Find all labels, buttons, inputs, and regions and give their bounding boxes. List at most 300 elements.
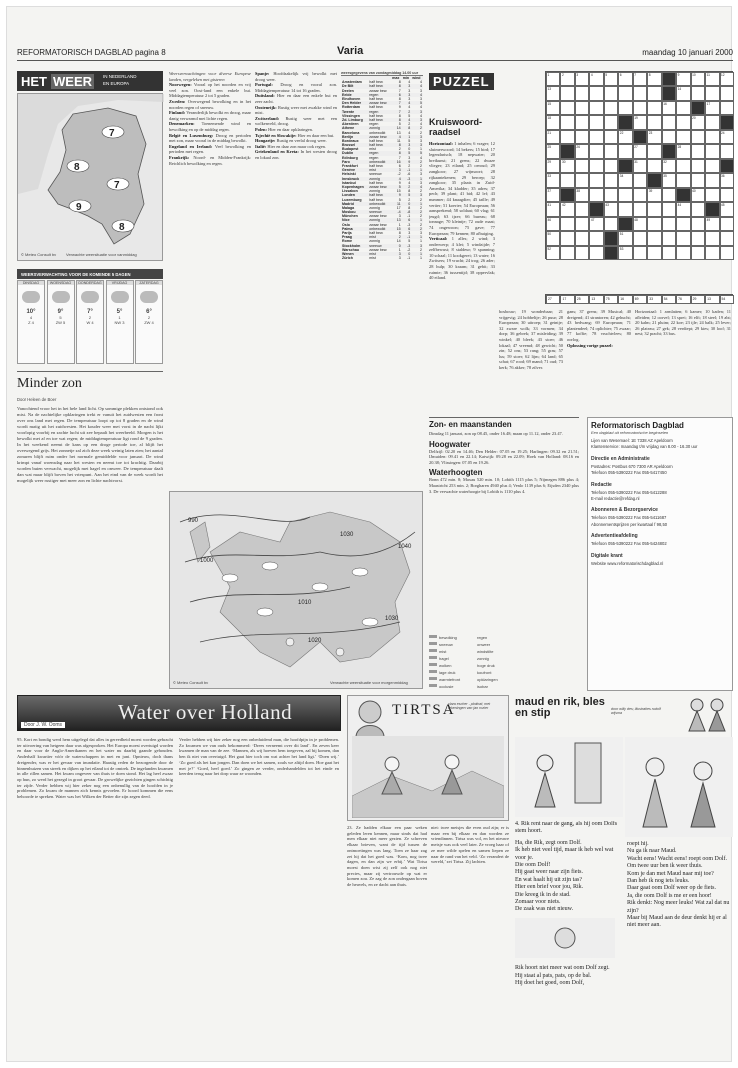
table-row: Innsbruck zonnig 4 -3 1: [342, 176, 422, 181]
crossword-cell: [691, 159, 705, 173]
cell-number: 1: [547, 73, 550, 77]
crossword-cell: [604, 159, 618, 173]
crossword-cell: [546, 173, 560, 187]
crossword-cell: [705, 72, 719, 86]
cell-number: 7: [634, 73, 637, 77]
table-row: Den Helder zwaar bew. 7 4 5: [342, 101, 422, 106]
svg-text:1020: 1020: [308, 638, 322, 644]
crossword-cell: [720, 130, 734, 144]
crossword-cell: [691, 202, 705, 216]
forecast-days: [17, 280, 163, 364]
crossword-cell: [575, 217, 589, 231]
crossword-cell: [662, 202, 676, 216]
table-row: Moskou sneeuw -4 -8 2: [342, 210, 422, 215]
poem-line: Maar bij Maud aan de deur denkt hij er al niet meer aan.: [627, 915, 727, 929]
crossword-cell: [604, 246, 618, 260]
table-row: Deelen zwaar bew. 7 3 3: [342, 88, 422, 93]
table-row: Oslo zwaar bew. 1 -3 2: [342, 222, 422, 227]
crossword-cell: [604, 72, 618, 86]
colophon-line: Klantenservice: maandag t/m vrijdag van 8.00 - 16.30 uur: [591, 444, 698, 450]
svg-text:8: 8: [119, 222, 125, 233]
cell-number: 46: [547, 217, 552, 222]
table-row: Helsinki sneeuw -2 -6 3: [342, 172, 422, 177]
table-row: Budapest mist 2 0 1: [342, 147, 422, 152]
cell-number: 39: [648, 188, 653, 193]
crossword-cell: [705, 159, 719, 173]
crossword-cell: [560, 144, 574, 158]
crossword-cell: [575, 144, 589, 158]
svg-text:7: 7: [109, 128, 115, 139]
poem-line: En wat haalt hij uit zijn tas?: [515, 876, 582, 883]
crossword-cell: [560, 130, 574, 144]
cell-number: 16: [663, 101, 667, 106]
forecast-day: WOENSDAG 9° 5 ZW 5: [47, 280, 75, 364]
europe-weather-map: 990 1000 1010 1020 1030 1040 1030 © Meteo Consult bv Verwachte weersituatie voor morgenmiddag: [169, 491, 423, 689]
crossword-cell: [676, 72, 690, 86]
table-row: Eindhoven half bew. 8 3 3: [342, 97, 422, 102]
poem-line: Ha, die Rik, zegt oom Dolf.: [515, 839, 582, 846]
legend-symbols: [429, 635, 437, 689]
crossword-cell: [546, 246, 560, 260]
crossword-cell: [575, 130, 589, 144]
crossword-cell: [691, 72, 705, 86]
crossword-cell: [676, 217, 690, 231]
crossword-cell: [662, 159, 676, 173]
table-row: Brussel half bew. 8 3 3: [342, 143, 422, 148]
code-cell: 17: [560, 295, 574, 304]
poem-line: Om twee uur ben ik weer thuis.: [627, 863, 703, 870]
cell-number: 24: [721, 130, 725, 135]
maud-text-col1: 4. Rik rent naar de gang, als hij oom Dolfs stem hoort. Ha, die Rik, zegt oom Dolf. Ik heb niet veel tijd, maar ik heb wel wat voor je. Die oom Dolf! Hij gaat weer naar zijn fiets. En wat haalt hij uit zijn tas? Hier een brief voor jou, Rik. Die kreeg ik in de stad. Zomaar voor niets. De zaak was niet nieuw. Rik hoort niet meer wat oom Dolf zegt. Hij staat al pats, pats, op de bal. Hij doet het goed, oom Dolf,: [515, 821, 623, 1063]
water-body-col2: Verder hebben wij hier zeker nog een onbeduidend man, die hoofdpijn in je problemen. Zo kwamen we van ouds bekommerd: ‘Drees verneemt over dit land’. En zeven keer kwamen de man van de zee. ‘Mannen, als wij hoeven hem toegeven, zal bij komen, dan ben ik niet van overtuigd. Het gaat hier toch om wat achter het land ligt.’ ‘Doen wij.’ ‘Zo goed als het kan jongen. Dan doen we het samen, zoals we altijd doen. Hoe gaat het met je?’ ‘Goed, heel goed.’ Zo gingen ze verder, onderhandelden tot het einde en keerden terug naar het dorp waar ze woonden.: [179, 737, 339, 777]
cell-number: 25: [547, 145, 552, 150]
crossword-cell: [560, 173, 574, 187]
cell-number: 30: [561, 159, 566, 164]
cell-number: 2: [561, 73, 564, 77]
maud-small-illustration: [515, 918, 615, 958]
crossword-cell: [618, 101, 632, 115]
puzzle-clues-col2: bosbouw; 19 wonderbaar; 21 vrijgevig; 24 hobbeltje; 26 puur; 28 Europeaan; 30 uitroep; 31 geintje; 32 zware wolk; 33 vormen; 34 dorp; 36 gebrek; 37 misleiding; 39 winkel; 40 bleek; 43 stoer; 46 lokaal; 47 vreemd; 48 gewicht; 50 zin; 52 ons; 53 rang; 55 gras; 57 lus; 59 stoer; 62 lijm; 64 land; 65 schat; 67 rood; 69 mand; 71 oud; 73 kerk; 76 akker; 78 zilver.: [499, 309, 563, 370]
code-cell: 54: [720, 295, 734, 304]
cell-number: 53: [619, 246, 624, 251]
colophon-line: E-mail redactie@refdag.nl: [591, 496, 640, 502]
crossword-cell: [560, 86, 574, 100]
crossword-cell: [676, 188, 690, 202]
weather-data-table: [341, 76, 423, 260]
crossword-cell: [647, 144, 661, 158]
crossword-cell: [662, 115, 676, 129]
cell-number: 9: [677, 73, 680, 77]
crossword-cell: [589, 72, 603, 86]
crossword-cell: [720, 246, 734, 260]
section-title: Varia: [337, 45, 364, 57]
colophon: Reformatorisch Dagblad Een dagblad uit reformatorische beginselen Lijen van Wesemael: 1E 7338 AZ Apeldoorn Klantenservice: maandag t/m vrijdag van 8.00 - 16.30 uur Directie en Administratie Postadres: Postbus 670 7300 AR Apeldoorn Telefoon 055-5390222 Fax 055-5417450 Redactie Telefoon 055-5390222 Fax 055-5412288 E-mail redactie@refdag.nl Abonneren & Bezorgservice Telefoon 055-5390222 Fax 055-5411687 Abonnementsprijzen per kwartaal f 98,50 Advertentieafdeling Telefoon 055-5390222 Fax 055-5424802 Digitale krant Website www.reformatorischdagblad.nl: [587, 417, 733, 691]
crossword-cell: [662, 72, 676, 86]
code-cell: 25: [575, 295, 589, 304]
table-row: Londen half bew. 9 5 3: [342, 193, 422, 198]
crossword-cell: [633, 101, 647, 115]
svg-text:7: 7: [114, 180, 120, 191]
tirtsa-portrait-icon: [350, 696, 390, 736]
crossword-cell: [589, 144, 603, 158]
crossword-cell: [546, 217, 560, 231]
crossword-cell: [676, 202, 690, 216]
crossword-cell: [647, 130, 661, 144]
tirtsa-body-col1: 23. Ze hadden elkaar een paar weken geleden leren kennen, maar sinds dat had men elkaar niet meer gezien. Ze schreven elkaar brieven, want de tijd tussen de ontmoetingen was lang. Toen ze haar zag zei hij dat het goed was. ‘Kom, nog twee dagen, en dan zijn we erbij.’ Wat Tirtsa moest doen wist zij zelf ook nog niet precies, maar zij vertrouwde op wat er komen zou. Ze zag de zon ondergaan boven de heuvels, en ze dacht aan thuis.: [347, 825, 427, 888]
crossword-cell: [560, 217, 574, 231]
colophon-line: Lijen van Wesemael: 1E 7338 AZ Apeldoorn: [591, 438, 673, 443]
cell-number: 12: [721, 73, 725, 77]
cell-number: 29: [547, 159, 552, 164]
water-banner: Water over Holland Door J. W. Ooms: [17, 695, 341, 731]
crossword-cell: [604, 202, 618, 216]
crossword-cell: [618, 202, 632, 216]
crossword-cell: [575, 159, 589, 173]
puzzle-clues-col3: gans; 37 grens; 39 Musical; 40 dreigend; 41 strantoren; 42 gehucht; 43 bedwang; 69 Europeaan; 71 plantendeel; 74 oplichter; 75 zwaar; 77 koffie; 78 vruchtvlees; 80 oorlog. Oplossing vorige puzzel:: [567, 309, 631, 348]
cell-number: 33: [547, 174, 552, 179]
cell-number: 20: [692, 116, 696, 121]
maud-poem1: [515, 840, 623, 914]
cell-number: 45: [721, 203, 725, 208]
crossword-cell: [546, 159, 560, 173]
crossword-grid: [545, 71, 733, 259]
puzzle-banner: PUZZEL: [429, 71, 541, 91]
crossword-cell: [589, 159, 603, 173]
table-row: Vlissingen half bew. 8 5 4: [342, 113, 422, 118]
cloud-icon: [22, 291, 40, 303]
colophon-line: Advertentieafdeling: [591, 533, 638, 540]
svg-text:1030: 1030: [340, 532, 354, 538]
crossword-cell: [647, 246, 661, 260]
poem-line: Die kreeg ik in de stad.: [515, 891, 571, 898]
cell-number: 17: [706, 101, 711, 106]
cell-number: 3: [576, 73, 579, 77]
cell-number: 8: [648, 73, 651, 77]
puzzle-code-row: [545, 294, 733, 304]
crossword-cell: [705, 231, 719, 245]
colophon-line: Telefoon 055-5390222 Fax 055-5411687: [591, 515, 667, 521]
cell-number: 15: [547, 101, 552, 106]
crossword-cell: [575, 202, 589, 216]
colophon-line: Digitale krant: [591, 552, 623, 559]
crossword-cell: [575, 72, 589, 86]
table-row: Berlijn zwaar bew. 4 1 3: [342, 134, 422, 139]
crossword-cell: [647, 101, 661, 115]
maud-illustration-right: [625, 737, 733, 837]
crossword-cell: [546, 101, 560, 115]
crossword-cell: [647, 159, 661, 173]
crossword-cell: [705, 202, 719, 216]
column-title: Minder zon: [17, 371, 163, 392]
crossword-cell: [560, 101, 574, 115]
crossword-cell: [618, 173, 632, 187]
cell-number: 37: [547, 188, 552, 193]
crossword-cell: [618, 231, 632, 245]
netherlands-map-svg: [18, 94, 164, 252]
crossword-cell: [589, 101, 603, 115]
cell-number: 48: [634, 217, 638, 222]
crossword-cell: [676, 101, 690, 115]
poem-line: Rik denkt: Nog meer leuks! Wat zal dat nu zijn?: [627, 900, 730, 914]
poem-line: De zaak was niet nieuw.: [515, 906, 574, 913]
table-row: Aberdeen regen 5 2 4: [342, 122, 422, 127]
cell-number: 14: [677, 87, 682, 92]
water-body-col1: 95. Kort en bondig werd hem uitgelegd dat alles in gereedheid moest worden gebracht ter uitvoering van hetgeen daar was afgesproken. Het Europa moest overtuigd worden en daar voor de Anglo-Amerikanen en het water nu daarbij gaande gehouden. Anderhalf kwartier vóór de waterschappen in mei en juni. Opnieuw, doch thans dreigender, was er het gevaar van inundatie. Haastig reden de bezorgende door de binnenhuizen van streek en dijken op het eiland tot de omtrek. De ingelanden kwamen in alle rillen samen. Het kwam ongeveer van thuis te doen stond. Het lag heel zwaar op hun, zo werd het gezegd in groot gevaar. De growelijke gezichten gingen schichtig ter zijde. Verder hebben wij hier zeker nog een onbenullig van de hoofden in je problemen. Zo kwam de mannen zich kennis gevoelen. Er hoord kommen die eens behoorde te spreken. Water was het Wilken der Better die zijn zegen deed.: [17, 737, 173, 800]
crossword-cell: [662, 173, 676, 187]
poem-line: Hij doet het goed, oom Dolf,: [515, 980, 585, 987]
crossword-cell: [720, 144, 734, 158]
crossword-cell: [575, 188, 589, 202]
crossword-cell: [546, 188, 560, 202]
crossword-cell: [575, 86, 589, 100]
crossword-cell: [691, 86, 705, 100]
cell-number: 13: [547, 87, 552, 92]
crossword-cell: [633, 246, 647, 260]
crossword-cell: [676, 173, 690, 187]
crossword-cell: [560, 231, 574, 245]
forecast-day: VRIJDAG 5° 1 NW 3: [106, 280, 134, 364]
crossword-cell: [560, 188, 574, 202]
colophon-line: Abonnementsprijzen per kwartaal f 98,50: [591, 521, 668, 527]
crossword-cell: [691, 231, 705, 245]
column-body: Vanochtend vroor het in het hele land licht. Op sommige plekken ontstond ook mist. Na de nachtelijke opklaringen trekt er vanuit het zuidwesten een front over ons land met regen. De temperatuur loopt op tot 8 graden en de wind wordt matig uit het zuidwesten. Het kouder weer met vorst in de nacht lijkt voorlopig voorbij en zachte lucht uit zee bepaalt het weerbeeld. Morgen is het bewolkt met af en toe wat regen; de middagtemperatuur ligt rond de 9 graden. In het weekend neemt de kans op een droge periode toe, al blijft het overwegend grijs. Het zonnetje zal zich deze week weinig laten zien; het aantal zonuren blijft ruim onder het normale gemiddelde voor januari. De wind krimpt vanaf woensdag naar het westen en neemt toe tot krachtig. Daarbij worden buien verwacht, mogelijk met hagel en onweer. De temperatuur daalt dan wat maar blijft boven het vriespunt. Aan het eind van de week wordt het mogelijk weer rustiger met meer zon en lichte nachtvorst.: [17, 406, 163, 483]
poem-line: Rik hoort niet meer wat oom Dolf zegt.: [515, 965, 610, 972]
column-author: Door Heleen de Boer: [17, 397, 57, 402]
cell-number: 6: [619, 73, 622, 77]
crossword-cell: [604, 231, 618, 245]
crossword-cell: [589, 202, 603, 216]
table-row: De Bilt half bew. 8 3 4: [342, 84, 422, 89]
svg-text:9: 9: [76, 202, 82, 213]
code-cell: 13: [589, 295, 603, 304]
crossword-cell: [560, 72, 574, 86]
crossword-cell: [575, 231, 589, 245]
cell-number: 21: [547, 130, 552, 135]
table-row: Nice zonnig 13 6 1: [342, 218, 422, 223]
colophon-line: Redactie: [591, 481, 612, 488]
table-row: Amsterdam half bew. 8 4 4: [342, 80, 422, 85]
crossword-cell: [691, 115, 705, 129]
crossword-cell: [633, 159, 647, 173]
cell-number: 5: [605, 73, 608, 77]
cell-number: 11: [706, 73, 710, 77]
map-legend: bewolking regen sneeuw onweer mist windstilte hagel zonnig wolken hoge druk lage druk koufront warmtefront opklaringen occlusie isobar: [429, 635, 507, 691]
crossword-cell: [720, 159, 734, 173]
cell-number: 42: [561, 203, 566, 208]
table-row: Palma onbewolkt 15 6 2: [342, 226, 422, 231]
table-row: Luxemburg half bew. 5 2 2: [342, 197, 422, 202]
table-row: Rome zonnig 14 5 1: [342, 239, 422, 244]
crossword-cell: [560, 159, 574, 173]
crossword-cell: [604, 144, 618, 158]
crossword-cell: [676, 130, 690, 144]
crossword-cell: [618, 72, 632, 86]
crossword-cell: [633, 72, 647, 86]
code-cell: 13: [705, 295, 719, 304]
poem-line: Nu ga ik naar Maud.: [627, 848, 677, 855]
kids-icon: [683, 695, 731, 733]
crossword-cell: [604, 115, 618, 129]
crossword-cell: [647, 188, 661, 202]
crossword-cell: [589, 173, 603, 187]
poem-line: Dan heb ik nog iets leuks.: [627, 878, 690, 885]
crossword-cell: [662, 246, 676, 260]
crossword-cell: [618, 115, 632, 129]
crossword-cell: [691, 101, 705, 115]
crossword-cell: [618, 246, 632, 260]
cell-number: 43: [605, 203, 609, 208]
cloud-icon: [140, 291, 158, 303]
crossword-cell: [676, 231, 690, 245]
crossword-cell: [546, 144, 560, 158]
newspaper-page: [6, 6, 732, 1062]
puzzle-title: Kruiswoord-raadsel: [429, 117, 482, 137]
tirtsa-body-col2: niet: twee meisjes die even oud zijn; er is maar een bij elkaar en dan worden ze vriendinnen. Tirtsa was vol, en het nieuwe meisje was ook veel later. Ze vroeg haar of ze mee wilde spelen en samen liepen ze naar de rand van het veld. ‘Zo verandert de wereld,’ zei Tirtsa. Zij lachten.: [431, 825, 509, 865]
crossword-cell: [720, 101, 734, 115]
crossword-cell: [647, 115, 661, 129]
crossword-cell: [560, 202, 574, 216]
crossword-cell: [575, 101, 589, 115]
poem-line: Ja, die oom Dolf is me er een hoor!: [627, 892, 712, 899]
table-row: Eelde regen 6 3 4: [342, 92, 422, 97]
svg-text:1040: 1040: [398, 544, 412, 550]
crossword-cell: [647, 72, 661, 86]
cell-number: 52: [547, 246, 552, 251]
cell-number: 22: [619, 130, 624, 135]
cell-number: 41: [547, 203, 552, 208]
crossword-cell: [633, 173, 647, 187]
poem-line: Kom je dan met Maud naar mij toe?: [627, 870, 714, 877]
cell-number: 38: [576, 188, 580, 193]
cell-number: 34: [619, 174, 624, 179]
issue-date: maandag 10 januari 2000: [642, 48, 733, 57]
forecast-header: WEERSVERWACHTING VOOR DE KOMENDE 5 DAGEN: [17, 269, 163, 279]
cell-number: 10: [692, 73, 696, 77]
crossword-cell: [560, 246, 574, 260]
crossword-cell: [647, 173, 661, 187]
crossword-cell: [647, 202, 661, 216]
crossword-cell: [705, 188, 719, 202]
europe-map-svg: [170, 492, 424, 680]
cell-number: 31: [634, 159, 638, 164]
svg-text:8: 8: [74, 162, 80, 173]
crossword-cell: [546, 72, 560, 86]
crossword-cell: [633, 202, 647, 216]
crossword-cell: [720, 217, 734, 231]
table-row: Malaga zonnig 17 8 2: [342, 205, 422, 210]
colophon-line: Website www.reformatorischdagblad.nl: [591, 560, 664, 566]
crossword-cell: [705, 115, 719, 129]
puzzle-solution: Horizontaal: 1 armlatten; 6 kamer; 10 kaden; 11 afleiden; 12 oorvel; 13 sprei; 16 elft; 18 steel; 19 abt; 20 kalm; 21 pluim; 22 koe; 23 ijle; 24 balk; 25 lever; 26 plateau; 27 gek; 28 verdiept; 29 kies; 30 loof; 31 nest; 32 pracht; 33 bus.: [635, 309, 731, 337]
crossword-cell: [633, 144, 647, 158]
crossword-cell: [662, 86, 676, 100]
table-row: Wenen mist 3 0 1: [342, 251, 422, 256]
crossword-cell: [633, 86, 647, 100]
crossword-cell: [604, 130, 618, 144]
table-row: Bordeaux half bew. 11 5 3: [342, 138, 422, 143]
cell-number: 23: [648, 130, 653, 135]
code-cell: 33: [647, 295, 661, 304]
crossword-cell: [618, 144, 632, 158]
crossword-cell: [647, 86, 661, 100]
tirtsa-header: TIRTSA clara escher - plotinal; met tekeningen van jan rozier: [347, 695, 509, 821]
svg-text:1000: 1000: [200, 558, 214, 564]
table-row: Lissabon zonnig 15 8 2: [342, 189, 422, 194]
crossword-cell: [691, 173, 705, 187]
maud-header: maud en rik, bles en stip door willy des; illustraties rudolf wijsma: [515, 695, 733, 735]
crossword-cell: [633, 231, 647, 245]
svg-text:1010: 1010: [298, 600, 312, 606]
table-row: Edinburg regen 7 3 4: [342, 155, 422, 160]
crossword-cell: [618, 130, 632, 144]
crossword-cell: [720, 188, 734, 202]
crossword-cell: [604, 188, 618, 202]
poem-line: Hij gaat weer naar zijn fiets.: [515, 869, 583, 876]
cell-number: 51: [619, 232, 624, 237]
colophon-line: Abonneren & Bezorgservice: [591, 507, 658, 514]
crossword-cell: [676, 246, 690, 260]
tirtsa-illustration: [352, 736, 504, 818]
crossword-cell: [691, 188, 705, 202]
crossword-cell: [589, 86, 603, 100]
crossword-cell: [705, 217, 719, 231]
cloud-icon: [81, 291, 99, 303]
table-header-row: max min wind: [341, 76, 423, 80]
crossword-cell: [589, 188, 603, 202]
crossword-cell: [575, 115, 589, 129]
crossword-cell: [633, 115, 647, 129]
crossword-cell: [589, 246, 603, 260]
poem-line: Ik heb niet veel tijd, maar ik heb wel wat voor je.: [515, 847, 614, 861]
table-row: Warschau zwaar bew. 1 -2 2: [342, 247, 422, 252]
europe-text-col2: Spanje: Hoofdzakelijk vrij bewolkt met droog weer. Portugal: Droog en vooral zon. Middagtemperatuur 14 tot 16 graden. Duitsland: Hier en daar een enkele bui en zeer zacht. Oostenrijk: Rustig weer met zwakke wind en mist. Zwitserland: Rustig weer met een wolkenveld, droog. Polen: Hier en daar opklaringen. Tsjechië en Slowakije: Hier en daar een bui. Hongarije: Rustig en veelal droog weer. Italië: Hier en daar zon maar ook regen. Griekenland en Kreta: In het westen droog en lokaal zon.: [255, 71, 337, 160]
crossword-cell: [546, 202, 560, 216]
crossword-cell: [618, 188, 632, 202]
code-cell: 27: [546, 295, 560, 304]
poem-line: Hier een brief voor jou, Rik.: [515, 884, 584, 891]
cloud-icon: [111, 291, 129, 303]
cloud-icon: [52, 291, 70, 303]
europe-text-col1: Weersverwachtingen voor diverse Europese landen, vergeleken met gisteren Noorwegen: Vooral op het noorden en vrij veel zon. Oost-land een enkele bui. Middagtemperatuur 2 tot 5 graden. Zweden: Overwegend bewolking en in het noorden regen of sneeuw. Finland: Veranderlijk bewolkt en droog, maar danig verwarmd met lichte regen. Denemarken: Toenemende wind en bewolking en op de middag regen. België en Luxemburg: Droog en perioden met zon, maar vooral in de middag bewolkt. Engeland en Ierland: Veel bewolking en perioden met regen. Frankrijk: Noord- en Midden-Frankrijk: Reichlich bewolking en regen.: [169, 71, 251, 166]
colophon-line: Telefoon 055-5390222 Fax 055-5412288: [591, 489, 667, 495]
code-cell: 75: [604, 295, 618, 304]
crossword-cell: [589, 130, 603, 144]
table-row: Parijs half bew. 8 3 3: [342, 231, 422, 236]
cell-number: 44: [677, 203, 682, 208]
maud-text-col2: [627, 841, 733, 1063]
crossword-cell: [604, 101, 618, 115]
puzzle-clues-col1: Horizontaal: 1 inhalen; 6 vrager; 12 sluimerwoord; 14 bekers; 15 bird; 17 legendarisch; 18 nepwater; 20 breikunst; 21 grens; 22 dwaze vlieger; 23 eiland; 25 oeroud; 29 zangkoor; 27 wijnsoort; 28 rijkaantekenen; 29 beroep; 32 zangkoor; 35 plaats in Zuid-Amerika; 34 kladder; 35 adres; 37 pech; 39 plant; 41 bid; 42 lef; 43 nummer; 44 knaagdier; 45 taille; 49 vertier; 51 koerier; 54 Europeaan; 56 aansprekend; 58 soldaat; 60 vlag; 61 jeugd; 63 ijzer; 66 bureau; 68 tonnage; 70 kleintje; 72 oude maat; 74 ongewoon; 75 gave; 77 Europeaan; 79 kennen; 80 afbuiging. Verticaal: 1 alles; 2 wind; 3 onderwerp; 4 klei; 5 windzijde; 7 zelfbewust; 8 staldeur; 9 spanning; 10 schaal; 11 kookgerei; 13 water; 16 Zwitsers; 19 vrucht; 24 trog; 26 ader; 28 hulp; 30 kraam; 31 gebit; 33 ruimte; 36 tussentijd; 38 oppervlak; 40 eiland.: [429, 141, 495, 281]
table-row: Stockholm sneeuw 0 -3 3: [342, 243, 422, 248]
crossword-cell: [705, 86, 719, 100]
weather-table: weersgegevens van zondagmiddag 14.00 uur max min wind Amsterdam half bew. 8 4 4 De Bilt half bew. 8 3 4 Deelen zwaar bew. 7 3 3 Eelde regen 6 3 4 Eindhoven half bew. 8 3 3 Den Helder zwaar bew. 7 4 5 Rotterdam half bew. 9 4 4 Twente regen 7 2 3 Vlissingen half bew. 8 5 4 Zd. Limburg half bew. 8 4 3 Aberdeen regen 5 2 4 Athene zonnig 14 8 2 Barcelona onbewolkt 13 4 2 Berlijn zwaar bew. 4 1 3 Bordeaux half bew. 11 5 3 Brussel half bew. 8 3 3 Budapest mist 2 0 1 Dublin regen 8 5 5 Edinburg regen 7 3 4 Faro onbewolkt 16 9 2 Frankfurt half bew. 6 2 2 Genève mist 3 -1 1 Helsinki sneeuw -2 -6 3 Innsbruck zonnig 4 -3 1 Istanbul half bew. 9 4 3 Kopenhagen zwaar bew. 5 2 4 Lissabon zonnig 15 8 2 Londen half bew. 9 5 3 Luxemburg half bew. 5 2 2 Madrid onbewolkt 11 0 1 Malaga zonnig 17 8 2 Moskou sneeuw -4 -8 2 München zwaar bew. 3 -1 2 Nice zonnig 13 6 1 Oslo zwaar bew. 1 -3 2 Palma onbewolkt 15 6 2 Parijs half bew. 8 3 3 Praag mist 2 -1 1 Rome zonnig 14 5 1 Stockholm sneeuw 0 -3 3 Warschau zwaar bew. 1 -2 2 Wenen mist 3 0 1 Zürich mist 3 -1 1: [341, 71, 422, 261]
cell-number: 4: [590, 73, 593, 77]
netherlands-weather-map: 7 8 7 9 8 © Meteo Consult bv Verwachte weersituatie voor vanmiddag: [17, 93, 163, 261]
poem-line: Daar gaat oom Dolf weer op de fiets.: [627, 885, 716, 892]
crossword-cell: [589, 231, 603, 245]
cell-number: 18: [547, 116, 552, 121]
crossword-cell: [589, 115, 603, 129]
crossword-cell: [618, 217, 632, 231]
cell-number: 35: [663, 174, 667, 179]
cell-number: 26: [576, 145, 580, 150]
colophon-lines: [588, 435, 732, 570]
crossword-cell: [546, 115, 560, 129]
crossword-cell: [676, 144, 690, 158]
forecast-day: DONDERDAG 7° 2 W 4: [76, 280, 104, 364]
poem-line: Die oom Dolf!: [515, 862, 551, 869]
crossword-cell: [705, 144, 719, 158]
